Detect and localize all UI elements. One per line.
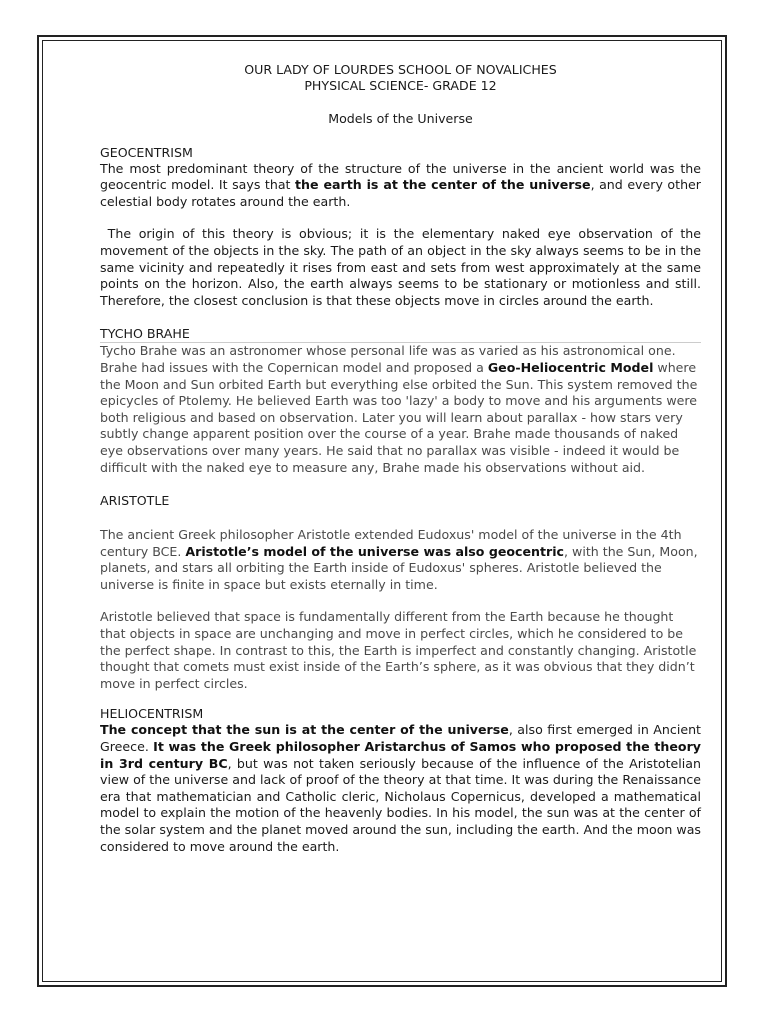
bold-text: It was the Greek philosopher Aristarchus of Samos who proposed the theory in 3rd century BC [100, 739, 701, 771]
section-heading: HELIOCENTRISM [100, 706, 204, 722]
text-run: , but was not taken seriously because of the influence of the Aristotelian view of the universe and lack of proof of the theory at that time. It was during the Renaissance era that mathematician and Catholic cleric, Nicholaus Copernicus, developed a mathematical model to explain the motion of the heavenly bodies. In his model, the sun was at the center of the solar system and the planet moved around the sun, including the earth. And the moon was considered to move around the earth. [100, 755, 701, 854]
text-run: , with the Sun, Moon, planets, and stars all orbiting the Earth inside of Eudoxus' spheres. Aristotle believed the universe is finite in space but exists eternally in time. [100, 543, 698, 592]
section-tycho-brahe [100, 326, 701, 476]
bold-text: the earth is at the center of the universe [295, 177, 591, 193]
text-run: The most predominant theory of the structure of the universe in the ancient world was the geocentric model. It says that [100, 160, 701, 193]
school-name: OUR LADY OF LOURDES SCHOOL OF NOVALICHES [244, 62, 557, 77]
paragraph: Aristotle believed that space is fundamentally different from the Earth because he thought that objects in space are unchanging and move in perfect circles, which he considered to be the perfect shape. In contrast to this, the Earth is imperfect and constantly changing. Aristotle thought that comets must exist inside of the Earth’s sphere, as it was obvious that they didn’t move in perfect circles. [100, 609, 697, 691]
subject-grade: PHYSICAL SCIENCE- GRADE 12 [304, 78, 497, 93]
text-run: Tycho Brahe was an astronomer whose personal life was as varied as his astronomical one. Brahe had issues with the Copernican model and proposed a [100, 343, 676, 375]
bold-text: Aristotle’s model of the universe was also geocentric [185, 543, 565, 559]
bold-text: Geo-Heliocentric Model [487, 359, 654, 375]
section-heading: GEOCENTRISM [100, 144, 193, 160]
paragraph [100, 722, 701, 855]
section-geocentrism [100, 144, 706, 310]
section-heading: TYCHO BRAHE [100, 326, 701, 343]
paragraph [100, 343, 701, 476]
text-run: where the Moon and Sun orbited Earth but everything else orbited the Sun. This system removed the epicycles of Ptolemy. He believed Earth was too 'lazy' a body to move and his arguments were both religious and based on observation. Later you will learn about parallax - how stars very subtly change apparent position over the course of a year. Brahe made thousands of naked eye observations over many years. He said that no parallax was visible - indeed it would be difficult with the naked eye to measure any, Brahe made his observations without aid. [100, 359, 698, 475]
text-run: , and every other celestial body rotates around the earth. [100, 177, 701, 209]
text-run: The ancient Greek philosopher Aristotle extended Eudoxus' model of the universe in the 4th century BCE. [100, 527, 682, 559]
document-body [100, 62, 706, 855]
document-header [100, 62, 701, 128]
paragraph: The origin of this theory is obvious; it is the elementary naked eye observation of the movement of the objects in the sky. The path of an object in the sky always seems to be in the same vicinity and repeatedly it rises from east and sets from west approximately at the same points on the horizon. Also, the earth always seems to be stationary or motionless and still. Therefore, the closest conclusion is that these objects move in circles around the earth. [100, 226, 706, 308]
document-title: Models of the Universe [328, 111, 473, 126]
section-aristotle [100, 493, 701, 692]
text-run: , also first emerged in Ancient Greece. [100, 722, 701, 755]
section-heading: ARISTOTLE [100, 493, 170, 509]
section-heliocentrism [100, 706, 701, 855]
paragraph [100, 161, 701, 211]
bold-text: The concept that the sun is at the center of the universe [100, 722, 509, 738]
paragraph [100, 527, 701, 593]
